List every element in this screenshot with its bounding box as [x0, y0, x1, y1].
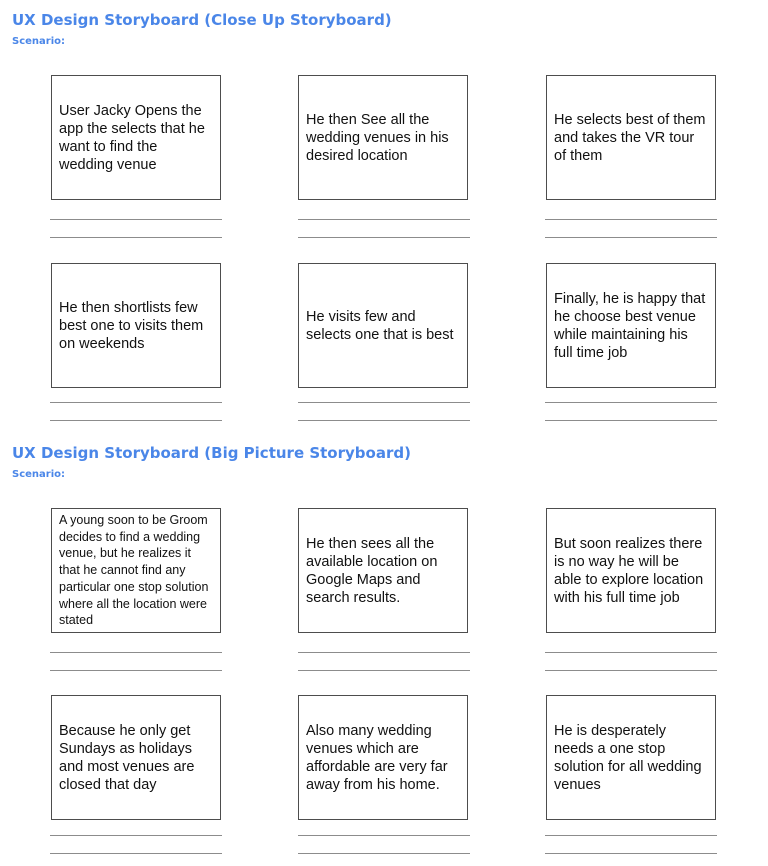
panel-caption: He then sees all the available location on Google Maps and search results. [306, 535, 438, 606]
caption-line [298, 237, 470, 238]
caption-line [545, 219, 717, 220]
panel-caption: He then See all the wedding venues in his desired location [306, 111, 449, 164]
panel-caption: Also many wedding venues which are affordable are very far away from his home. [306, 722, 448, 793]
section-title-big-picture: UX Design Storyboard (Big Picture Storyboard) [12, 444, 411, 462]
caption-line [298, 652, 470, 653]
caption-line [50, 420, 222, 421]
panel-caption: Because he only get Sundays as holidays and most venues are closed that day [59, 722, 195, 793]
caption-line [298, 853, 470, 854]
caption-line [298, 219, 470, 220]
panel-caption: He selects best of them and takes the VR tour of them [554, 111, 706, 164]
storyboard-panel [546, 75, 716, 200]
caption-line [545, 835, 717, 836]
caption-line [545, 420, 717, 421]
caption-line [298, 670, 470, 671]
caption-line [545, 853, 717, 854]
storyboard-panel [51, 75, 221, 200]
storyboard-panel [51, 263, 221, 388]
panel-caption: He then shortlists few best one to visits them on weekends [59, 299, 204, 352]
storyboard-panel [51, 508, 221, 633]
caption-line [50, 670, 222, 671]
storyboard-panel [298, 508, 468, 633]
panel-caption: He is desperately needs a one stop solution for all wedding venues [554, 722, 702, 793]
storyboard-panel [298, 75, 468, 200]
storyboard-panel [546, 508, 716, 633]
storyboard-panel [51, 695, 221, 820]
storyboard-panel [298, 695, 468, 820]
storyboard-panel [546, 695, 716, 820]
storyboard-panel [546, 263, 716, 388]
storyboard-panel [298, 263, 468, 388]
caption-line [298, 835, 470, 836]
caption-line [545, 237, 717, 238]
panel-caption: User Jacky Opens the app the selects that he want to find the wedding venue [59, 102, 205, 173]
caption-line [50, 237, 222, 238]
caption-line [545, 652, 717, 653]
panel-caption: Finally, he is happy that he choose best venue while maintaining his full time job [554, 290, 706, 361]
caption-line [50, 402, 222, 403]
caption-line [545, 402, 717, 403]
scenario-label-big-picture: Scenario: [12, 469, 66, 480]
caption-line [50, 219, 222, 220]
scenario-label-close-up: Scenario: [12, 36, 66, 47]
caption-line [298, 402, 470, 403]
caption-line [50, 853, 222, 854]
caption-line [50, 835, 222, 836]
panel-caption: A young soon to be Groom decides to find a wedding venue, but he realizes it that he cannot find any particular one stop solution where all the location were stated [59, 512, 209, 628]
panel-caption: He visits few and selects one that is best [306, 308, 454, 343]
caption-line [298, 420, 470, 421]
section-title-close-up: UX Design Storyboard (Close Up Storyboard) [12, 11, 392, 29]
caption-line [50, 652, 222, 653]
caption-line [545, 670, 717, 671]
panel-caption: But soon realizes there is no way he will be able to explore location with his full time job [554, 535, 704, 606]
